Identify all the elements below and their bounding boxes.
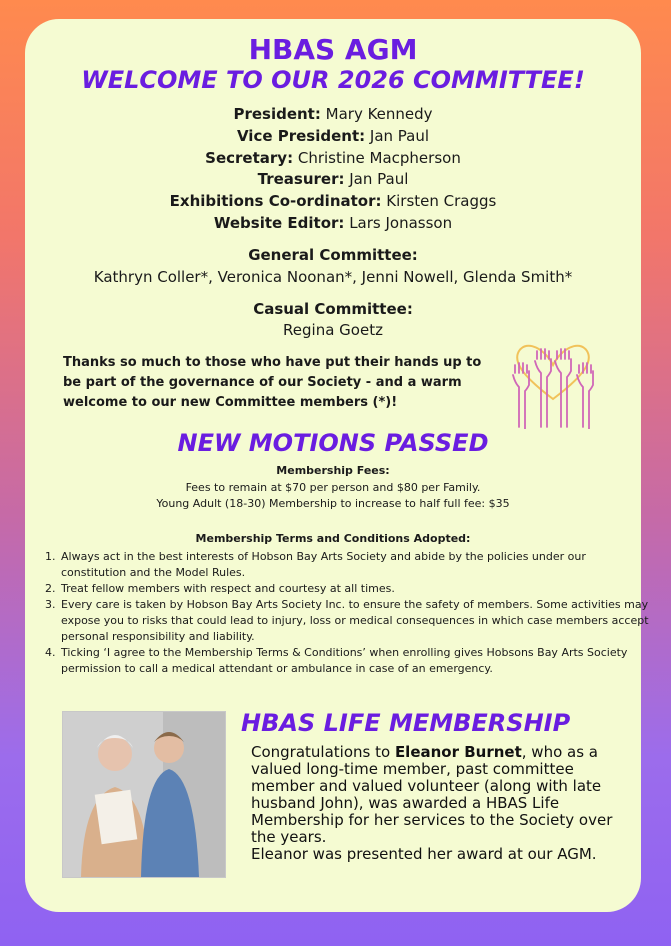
life-membership-text (251, 744, 631, 863)
fees-heading: Membership Fees: (276, 464, 390, 477)
committee-role-president (25, 104, 641, 124)
committee-role-secretary (25, 148, 641, 168)
casual-committee-members: Regina Goetz (283, 321, 383, 339)
terms-heading: Membership Terms and Conditions Adopted: (195, 532, 471, 545)
committee-role-website-editor (25, 213, 641, 233)
role-label: Vice President: (236, 127, 366, 145)
role-name: Lars Jonasson (349, 214, 453, 232)
terms-item: 1. Always act in the best interests of Hobson Bay Arts Society and abide by the policies under our constitution and the Model Rules. (59, 549, 649, 581)
raised-hands-heart-icon (507, 329, 599, 429)
role-label: Exhibitions Co-ordinator: (169, 192, 382, 210)
terms-list (45, 549, 649, 677)
life-text-before: Congratulations to (251, 743, 395, 761)
fees-line: Young Adult (18-30) Membership to increase to half full fee: $35 (156, 497, 510, 510)
motions-heading: NEW MOTIONS PASSED (177, 429, 489, 457)
role-name: Jan Paul (349, 170, 409, 188)
role-name: Mary Kennedy (325, 105, 433, 123)
role-label: Secretary: (205, 149, 294, 167)
award-photo-image (63, 712, 225, 877)
honoree-name: Eleanor Burnet (394, 743, 522, 761)
general-committee-heading: General Committee: (248, 246, 418, 264)
award-photo (63, 712, 225, 877)
life-membership-paragraph-2: Eleanor was presented her award at our AGM. (251, 845, 597, 863)
newsletter-card (25, 19, 649, 912)
general-committee-members: Kathryn Coller*, Veronica Noonan*, Jenni Nowell, Glenda Smith* (93, 268, 573, 286)
casual-committee-heading: Casual Committee: (253, 300, 413, 318)
life-membership-paragraph (251, 744, 631, 846)
life-text-after: , who as a valued long-time member, past committee member and valued volunteer (along with late husband John), was awarded a HBAS Life Membership for her services to the Society over the years. (251, 743, 613, 846)
terms-item: 4. Ticking ‘I agree to the Membership Terms & Conditions’ when enrolling gives Hobsons Bay Arts Society permission to call a medical attendant or ambulance in case of an emergency. (59, 645, 649, 677)
role-name: Christine Macpherson (297, 149, 461, 167)
page-subtitle: WELCOME TO OUR 2026 COMMITTEE! (81, 66, 585, 94)
role-name: Jan Paul (369, 127, 430, 145)
page-title: HBAS AGM (248, 33, 418, 66)
life-membership-heading: HBAS LIFE MEMBERSHIP (241, 709, 571, 737)
committee-role-treasurer (25, 169, 641, 189)
role-label: Treasurer: (257, 170, 345, 188)
committee-role-vice-president (25, 126, 641, 146)
committee-role-exhibitions (25, 191, 641, 211)
terms-item: 3. Every care is taken by Hobson Bay Arts Society Inc. to ensure the safety of members. Some activities may expose you to risks that could lead to injury, loss or medical consequences in which case members accept personal responsibility and liability. (59, 597, 649, 645)
role-label: Website Editor: (213, 214, 345, 232)
fees-line: Fees to remain at $70 per person and $80 per Family. (185, 481, 481, 494)
terms-item: 2. Treat fellow members with respect and courtesy at all times. (59, 581, 649, 597)
role-label: President: (233, 105, 321, 123)
thanks-message: Thanks so much to those who have put their hands up to be part of the governance of our Society - and a warm welcome to our new Committee members (*)! (63, 355, 482, 410)
role-name: Kirsten Craggs (386, 192, 497, 210)
